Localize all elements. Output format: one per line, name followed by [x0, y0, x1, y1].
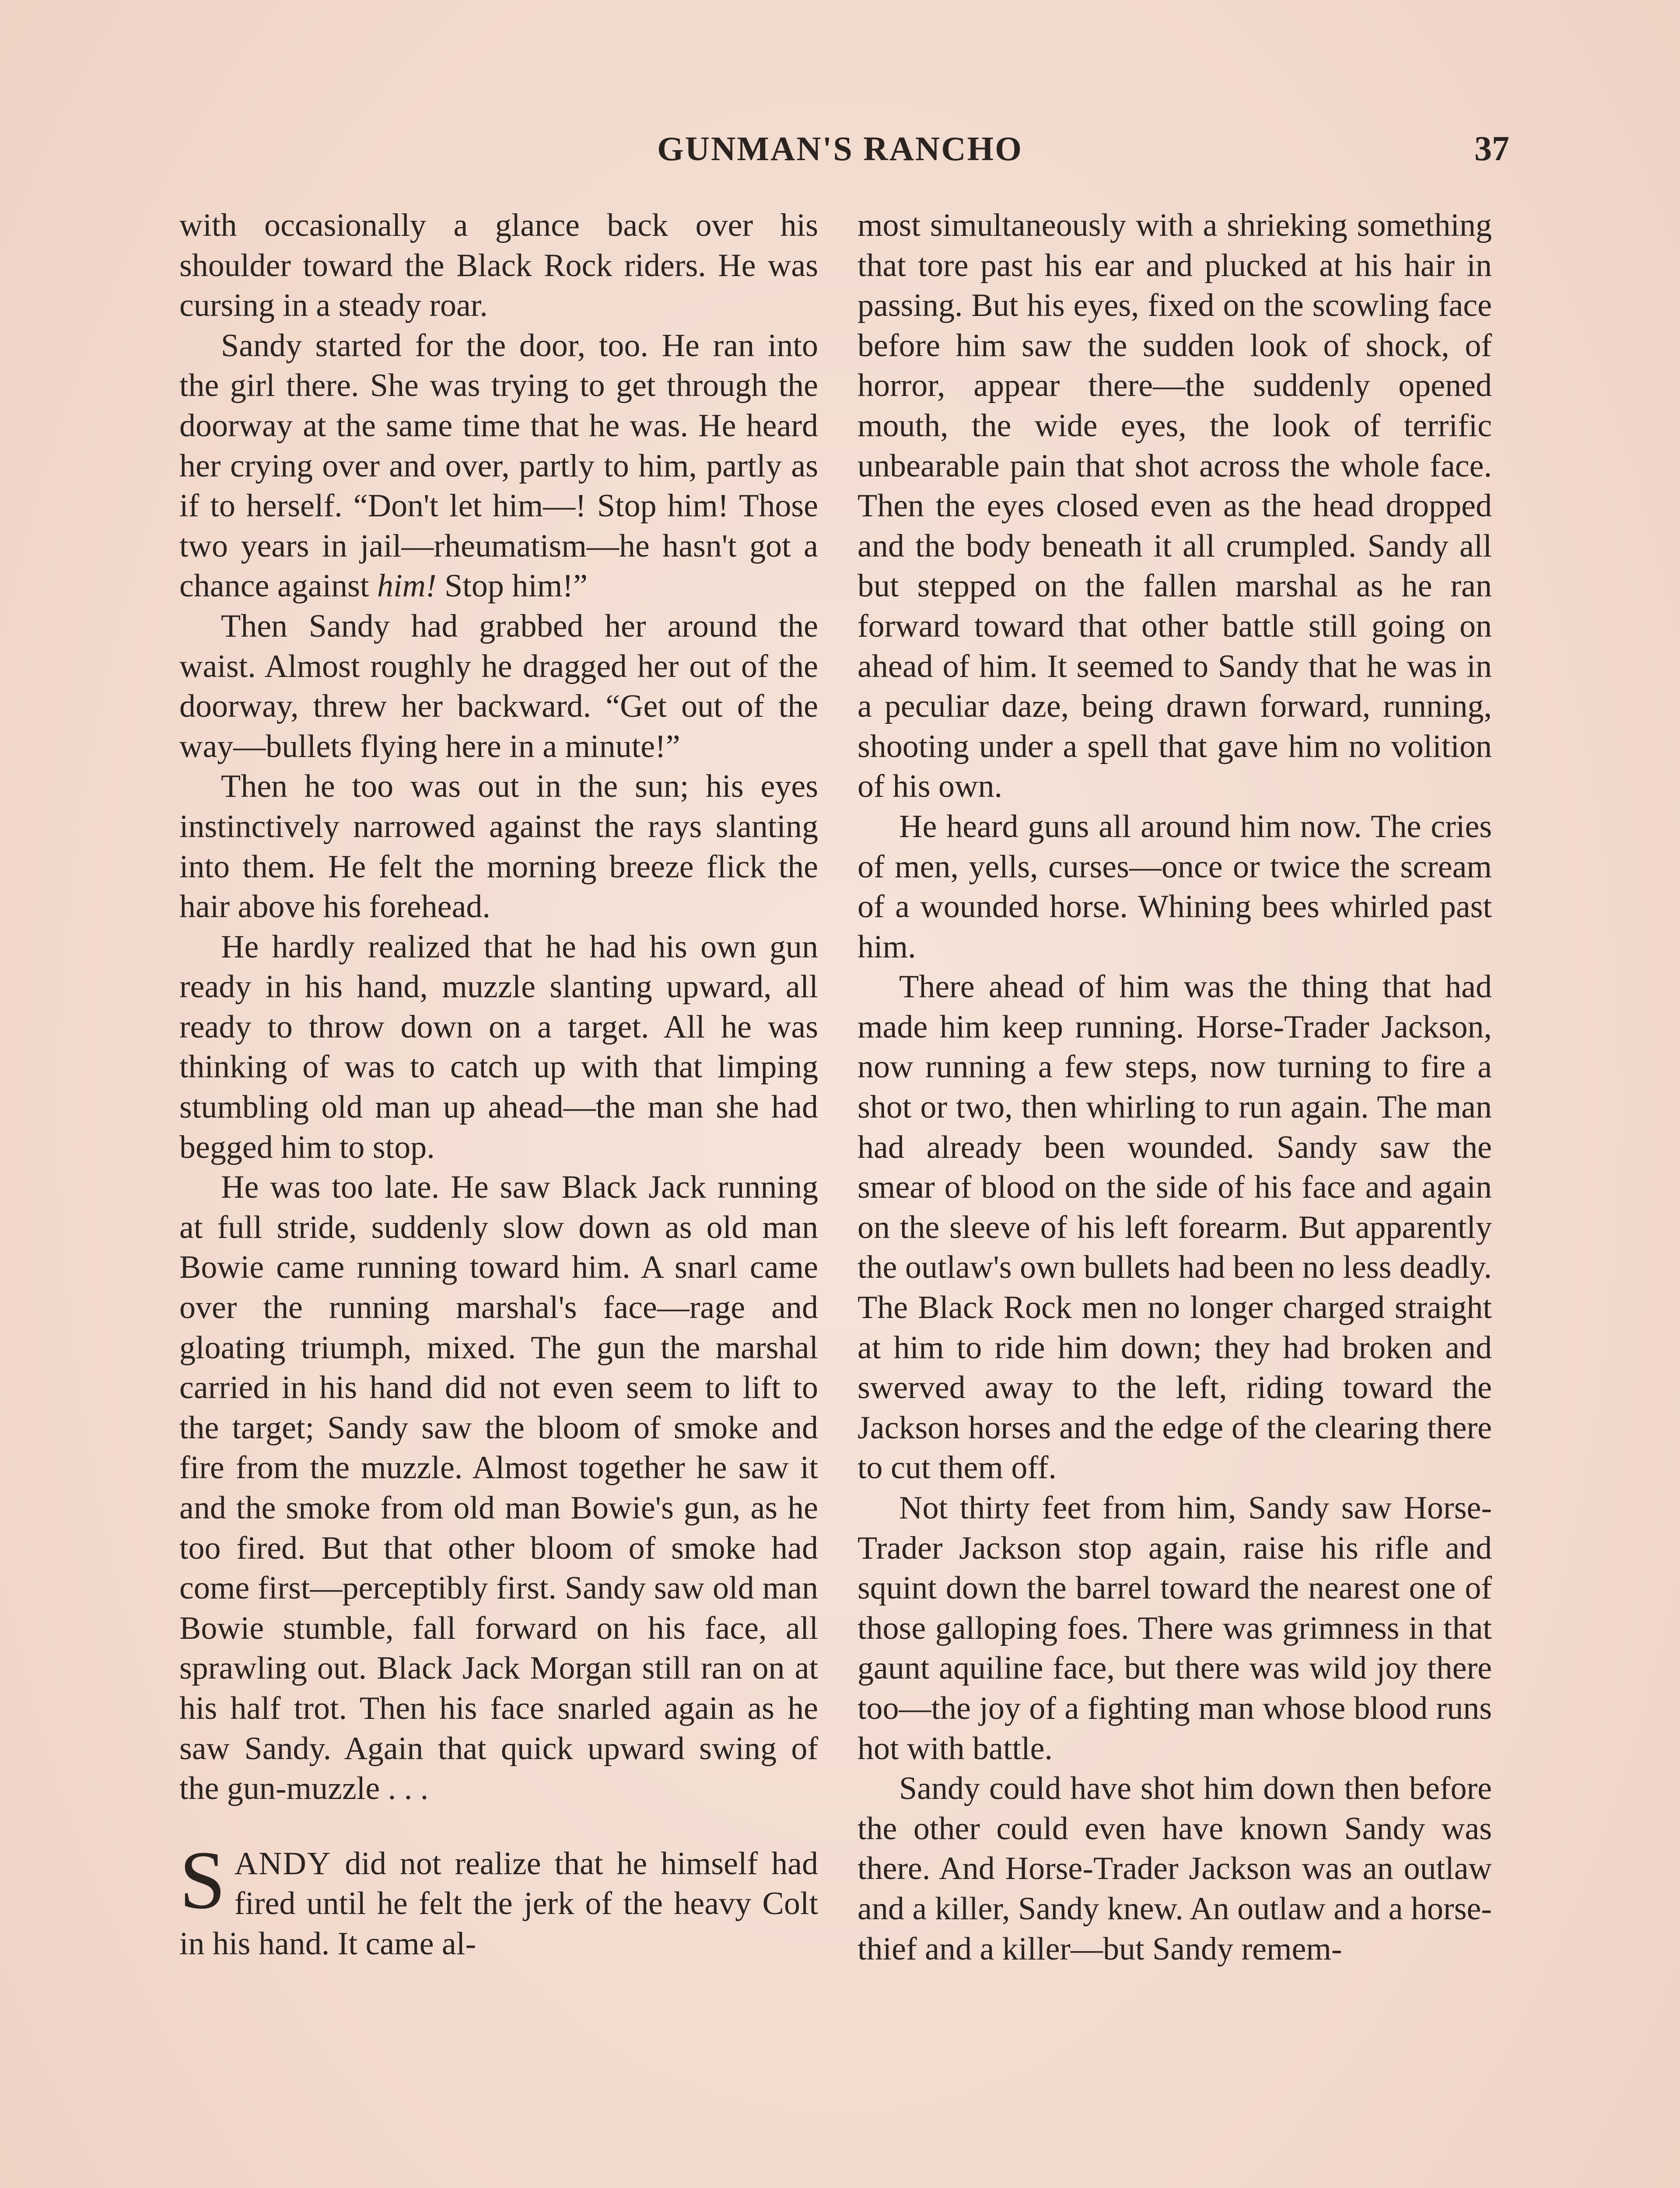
paragraph: most simultaneously with a shrieking something that tore past his ear and plucked at his hair in passing. But his eyes, fixed on the scowling face before him saw the sudden look of shock, of horror, appear there—the suddenly opened mouth, the wide eyes, the look of terrific unbearable pain that shot across the whole face. Then the eyes closed even as the head dropped and the body beneath it all crumpled. Sandy all but stepped on the fallen marshal as he ran forward toward that other battle still going on ahead of him. It seemed to Sandy that he was in a peculiar daze, being drawn forward, running, shooting under a spell that gave him no volition of his own. [858, 207, 1492, 805]
running-title: GUNMAN'S RANCHO [657, 130, 1023, 168]
paragraph: There ahead of him was the thing that had made him keep running. Horse-Trader Jackson, now running a few steps, now turning to fire a shot or two, then whirling to run again. The man had already been wounded. Sandy saw the smear of blood on the side of his face and again on the sleeve of his left forearm. But apparently the outlaw's own bullets had been no less deadly. The Black Rock men no longer charged straight at him to ride him down; they had broken and swerved away to the left, riding toward the Jackson horses and the edge of the clearing there to cut them off. [858, 969, 1492, 1486]
paragraph: Sandy could have shot him down then before the other could even have known Sandy was there. And Horse-Trader Jackson was an outlaw and a killer, Sandy knew. An outlaw and a horse-thief and a killer—but Sandy remem- [858, 1771, 1492, 1967]
paragraph: He hardly realized that he had his own gun ready in his hand, muzzle slanting upward, all ready to throw down on a target. All he was thinking of was to catch up with that limping stumbling old man up ahead—the man she had begged him to stop. [179, 929, 818, 1165]
paragraph: He was too late. He saw Black Jack running at full stride, suddenly slow down as old man Bowie came running toward him. A snarl came over the running marshal's face—rage and gloating triumph, mixed. The gun the marshal carried in his hand did not even seem to lift to the target; Sandy saw the bloom of smoke and fire from the muzzle. Almost together he saw it and the smoke from old man Bowie's gun, as he too fired. But that other bloom of smoke had come first—perceptibly first. Sandy saw old man Bowie stumble, fall forward on his face, all sprawling out. Black Jack Morgan still ran on at his half trot. Then his face snarled again as he saw Sandy. Again that quick upward swing of the gun-muzzle . . . [179, 1169, 818, 1807]
right-column [858, 206, 1492, 1969]
paragraph-text: Stop him!” [444, 568, 588, 604]
page-header [0, 123, 1680, 179]
page-number: 37 [1474, 130, 1509, 168]
lead-in-caps: ANDY [234, 1845, 332, 1882]
emphasis-text: him! [377, 568, 437, 604]
drop-cap: S [179, 1834, 226, 1926]
left-column [179, 206, 818, 1964]
paragraph [179, 326, 818, 607]
paragraph: with occasionally a glance back over his shoulder toward the Black Rock riders. He was cursing in a steady roar. [179, 207, 818, 324]
paragraph-text: Sandy started for the door, too. He ran into the girl there. She was trying to get through the doorway at the same time that he was. He heard her crying over and over, partly to him, partly as if to herself. “Don't let him—! Stop him! Those two years in jail—rheumatism—he hasn't got a chance against [179, 327, 818, 604]
paragraph: Then Sandy had grabbed her around the waist. Almost roughly he dragged her out of the doorway, threw her backward. “Get out of the way—bullets flying here in a minute!” [179, 608, 818, 764]
paragraph: Then he too was out in the sun; his eyes instinctively narrowed against the rays slanting into them. He felt the morning breeze flick the hair above his forehead. [179, 768, 818, 925]
section-opening-paragraph [179, 1834, 818, 1964]
paragraph: Not thirty feet from him, Sandy saw Horse-Trader Jackson stop again, raise his rifle and squint down the barrel toward the nearest one of those galloping foes. There was grimness in that gaunt aquiline face, but there was wild joy there too—the joy of a fighting man whose blood runs hot with battle. [858, 1490, 1492, 1767]
paragraph: He heard guns all around him now. The cries of men, yells, curses—once or twice the scream of a wounded horse. Whining bees whirled past him. [858, 808, 1492, 965]
paragraph-text: did not realize that he himself had fired until he felt the jerk of the heavy Colt in his hand. It came al- [179, 1845, 818, 1962]
